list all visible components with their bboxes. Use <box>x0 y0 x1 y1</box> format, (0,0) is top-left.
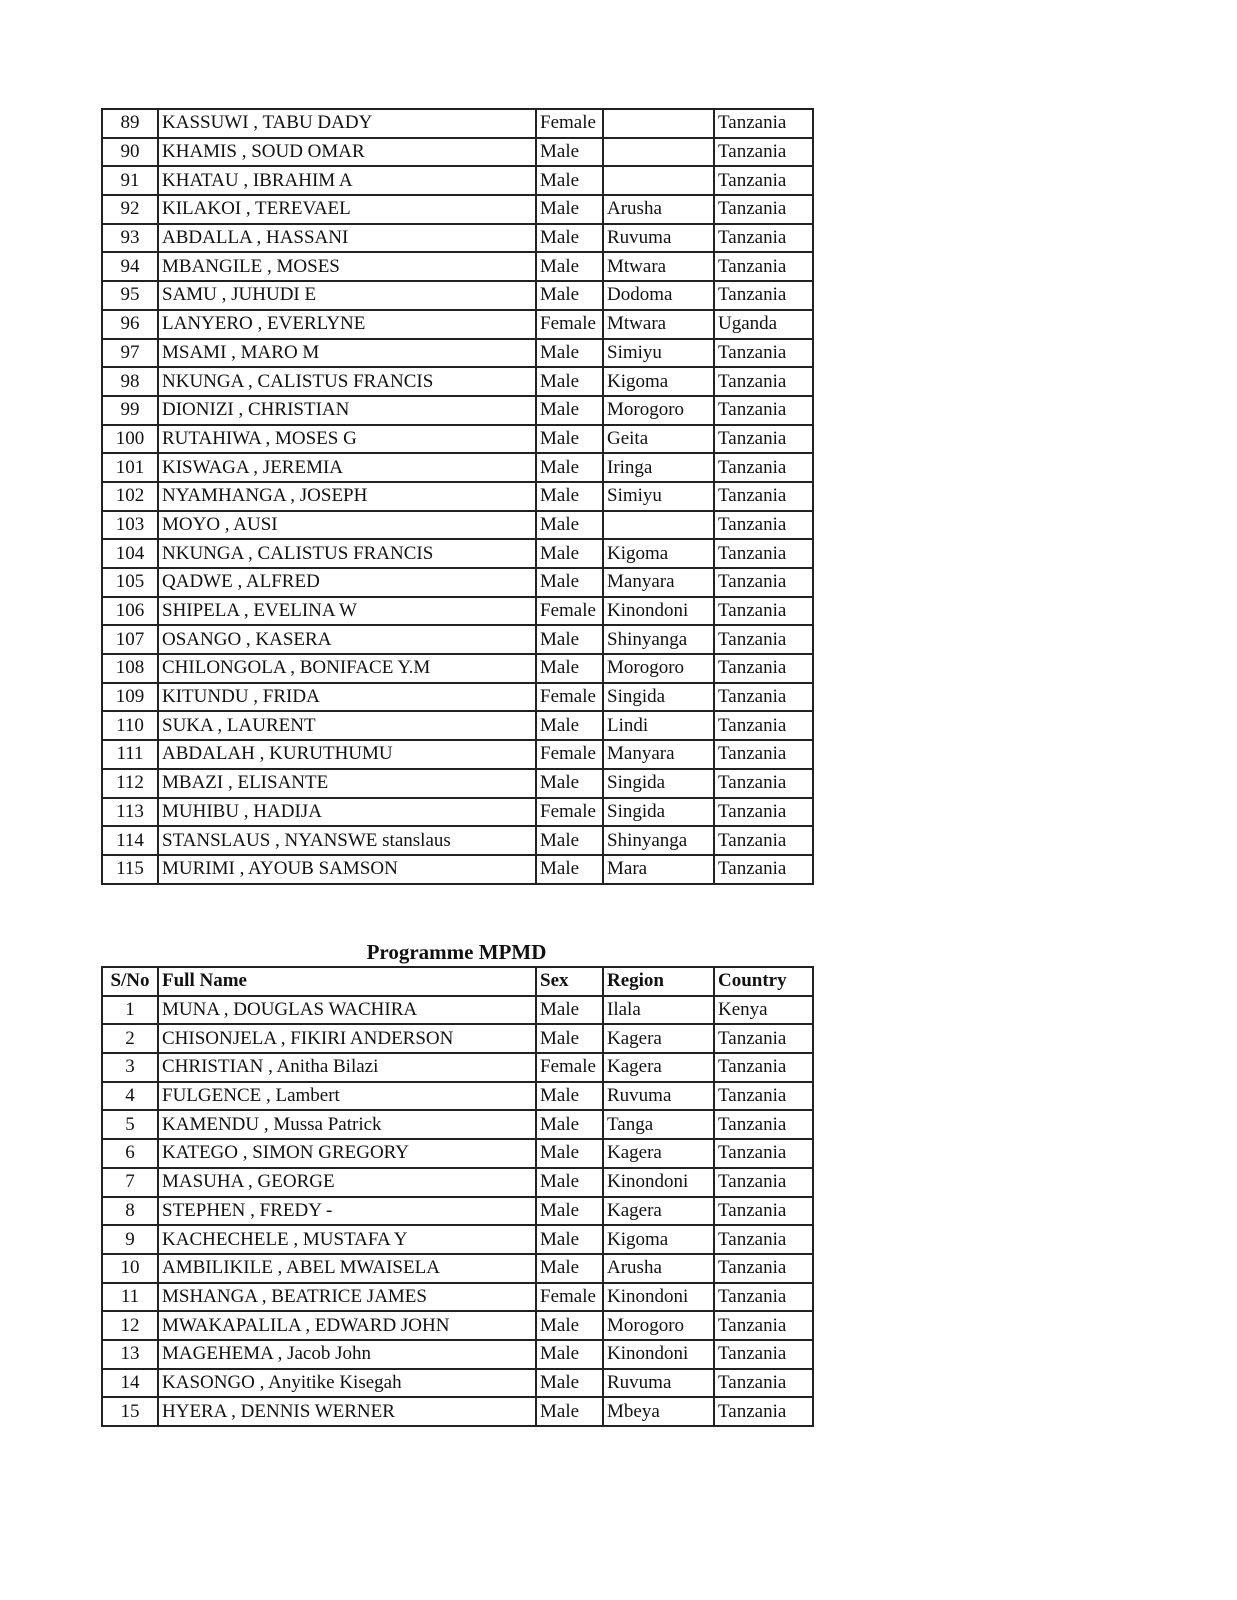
cell-region: Simiyu <box>603 482 714 511</box>
cell-sex: Male <box>536 1369 603 1398</box>
cell-sno: 13 <box>102 1340 158 1369</box>
cell-country: Tanzania <box>714 224 813 253</box>
table-body <box>102 996 813 1426</box>
cell-country: Tanzania <box>714 1082 813 1111</box>
cell-country: Tanzania <box>714 1311 813 1340</box>
cell-full-name: MASUHA , GEORGE <box>158 1168 536 1197</box>
cell-full-name: STEPHEN , FREDY - <box>158 1197 536 1226</box>
table-row <box>102 252 813 281</box>
cell-sex: Male <box>536 396 603 425</box>
cell-region: Arusha <box>603 1254 714 1283</box>
cell-region: Kagera <box>603 1197 714 1226</box>
cell-sno: 8 <box>102 1197 158 1226</box>
cell-sex: Female <box>536 683 603 712</box>
cell-sex: Male <box>536 654 603 683</box>
table-row <box>102 1225 813 1254</box>
cell-country: Tanzania <box>714 166 813 195</box>
cell-region: Kinondoni <box>603 1283 714 1312</box>
cell-country: Tanzania <box>714 1110 813 1139</box>
cell-full-name: CHISONJELA , FIKIRI ANDERSON <box>158 1024 536 1053</box>
cell-sno: 98 <box>102 367 158 396</box>
cell-sex: Female <box>536 310 603 339</box>
cell-region: Mtwara <box>603 252 714 281</box>
cell-sex: Male <box>536 224 603 253</box>
cell-sex: Male <box>536 539 603 568</box>
cell-country: Tanzania <box>714 654 813 683</box>
cell-sex: Female <box>536 740 603 769</box>
cell-country: Tanzania <box>714 855 813 884</box>
cell-region: Lindi <box>603 711 714 740</box>
table-row <box>102 396 813 425</box>
cell-sno: 2 <box>102 1024 158 1053</box>
cell-sno: 11 <box>102 1283 158 1312</box>
cell-region: Arusha <box>603 195 714 224</box>
cell-region: Kinondoni <box>603 597 714 626</box>
table-row <box>102 597 813 626</box>
cell-sno: 9 <box>102 1225 158 1254</box>
cell-sno: 91 <box>102 166 158 195</box>
cell-full-name: KHAMIS , SOUD OMAR <box>158 138 536 167</box>
cell-sno: 113 <box>102 798 158 827</box>
cell-region: Singida <box>603 798 714 827</box>
cell-sex: Male <box>536 568 603 597</box>
cell-country: Tanzania <box>714 597 813 626</box>
cell-sex: Male <box>536 339 603 368</box>
header-region: Region <box>603 967 714 996</box>
cell-sex: Male <box>536 511 603 540</box>
cell-region <box>603 138 714 167</box>
cell-region: Mbeya <box>603 1397 714 1426</box>
cell-country: Tanzania <box>714 1053 813 1082</box>
cell-country: Tanzania <box>714 711 813 740</box>
cell-country: Tanzania <box>714 453 813 482</box>
cell-country: Tanzania <box>714 482 813 511</box>
cell-sno: 104 <box>102 539 158 568</box>
cell-region: Singida <box>603 769 714 798</box>
cell-country: Tanzania <box>714 625 813 654</box>
table-row <box>102 625 813 654</box>
table-row <box>102 367 813 396</box>
cell-region: Tanga <box>603 1110 714 1139</box>
cell-sno: 4 <box>102 1082 158 1111</box>
table-row <box>102 539 813 568</box>
cell-country: Tanzania <box>714 1340 813 1369</box>
cell-sno: 101 <box>102 453 158 482</box>
cell-country: Tanzania <box>714 511 813 540</box>
cell-country: Tanzania <box>714 798 813 827</box>
cell-sex: Male <box>536 1082 603 1111</box>
cell-region: Ruvuma <box>603 1369 714 1398</box>
cell-full-name: AMBILIKILE , ABEL MWAISELA <box>158 1254 536 1283</box>
cell-sno: 96 <box>102 310 158 339</box>
cell-full-name: MAGEHEMA , Jacob John <box>158 1340 536 1369</box>
cell-sno: 92 <box>102 195 158 224</box>
table-row <box>102 1168 813 1197</box>
cell-full-name: MUNA , DOUGLAS WACHIRA <box>158 996 536 1025</box>
cell-region: Kinondoni <box>603 1340 714 1369</box>
cell-region: Kagera <box>603 1053 714 1082</box>
cell-region: Manyara <box>603 740 714 769</box>
cell-country: Uganda <box>714 310 813 339</box>
header-row <box>102 967 813 996</box>
cell-sno: 1 <box>102 996 158 1025</box>
cell-country: Tanzania <box>714 195 813 224</box>
table-row <box>102 1283 813 1312</box>
cell-sex: Male <box>536 453 603 482</box>
cell-sno: 112 <box>102 769 158 798</box>
cell-full-name: KILAKOI , TEREVAEL <box>158 195 536 224</box>
cell-country: Kenya <box>714 996 813 1025</box>
cell-country: Tanzania <box>714 367 813 396</box>
mpmd-participants-table <box>101 966 814 1427</box>
table-row <box>102 1369 813 1398</box>
cell-sex: Male <box>536 1139 603 1168</box>
table-row <box>102 1340 813 1369</box>
cell-country: Tanzania <box>714 539 813 568</box>
cell-sno: 99 <box>102 396 158 425</box>
cell-sex: Male <box>536 166 603 195</box>
cell-sno: 94 <box>102 252 158 281</box>
cell-full-name: MUHIBU , HADIJA <box>158 798 536 827</box>
cell-full-name: NYAMHANGA , JOSEPH <box>158 482 536 511</box>
cell-full-name: KASSUWI , TABU DADY <box>158 109 536 138</box>
cell-region: Iringa <box>603 453 714 482</box>
cell-full-name: MBAZI , ELISANTE <box>158 769 536 798</box>
cell-full-name: OSANGO , KASERA <box>158 625 536 654</box>
cell-sex: Male <box>536 138 603 167</box>
table-row <box>102 310 813 339</box>
cell-country: Tanzania <box>714 1254 813 1283</box>
cell-sex: Male <box>536 425 603 454</box>
cell-sex: Male <box>536 1397 603 1426</box>
cell-country: Tanzania <box>714 1283 813 1312</box>
cell-country: Tanzania <box>714 281 813 310</box>
cell-full-name: MURIMI , AYOUB SAMSON <box>158 855 536 884</box>
table-row <box>102 453 813 482</box>
cell-sno: 108 <box>102 654 158 683</box>
cell-sno: 95 <box>102 281 158 310</box>
cell-country: Tanzania <box>714 339 813 368</box>
cell-sex: Male <box>536 195 603 224</box>
cell-sno: 6 <box>102 1139 158 1168</box>
cell-sex: Male <box>536 769 603 798</box>
cell-sno: 102 <box>102 482 158 511</box>
cell-country: Tanzania <box>714 1168 813 1197</box>
table-row <box>102 1397 813 1426</box>
cell-sno: 97 <box>102 339 158 368</box>
cell-sex: Male <box>536 1311 603 1340</box>
cell-full-name: MBANGILE , MOSES <box>158 252 536 281</box>
table-row <box>102 1082 813 1111</box>
cell-sno: 7 <box>102 1168 158 1197</box>
table-row <box>102 1110 813 1139</box>
table-row <box>102 166 813 195</box>
cell-region <box>603 511 714 540</box>
cell-sno: 103 <box>102 511 158 540</box>
cell-full-name: KITUNDU , FRIDA <box>158 683 536 712</box>
cell-full-name: ABDALLA , HASSANI <box>158 224 536 253</box>
cell-country: Tanzania <box>714 1397 813 1426</box>
cell-region: Mtwara <box>603 310 714 339</box>
table-row <box>102 711 813 740</box>
cell-sex: Female <box>536 1053 603 1082</box>
cell-full-name: MSAMI , MARO M <box>158 339 536 368</box>
cell-region: Kinondoni <box>603 1168 714 1197</box>
cell-full-name: RUTAHIWA , MOSES G <box>158 425 536 454</box>
cell-full-name: KASONGO , Anyitike Kisegah <box>158 1369 536 1398</box>
cell-country: Tanzania <box>714 252 813 281</box>
cell-region: Ruvuma <box>603 224 714 253</box>
cell-country: Tanzania <box>714 109 813 138</box>
table-row <box>102 109 813 138</box>
cell-full-name: ABDALAH , KURUTHUMU <box>158 740 536 769</box>
table-row <box>102 281 813 310</box>
cell-full-name: NKUNGA , CALISTUS FRANCIS <box>158 367 536 396</box>
cell-sno: 90 <box>102 138 158 167</box>
table-row <box>102 1024 813 1053</box>
cell-region: Kigoma <box>603 539 714 568</box>
cell-region: Manyara <box>603 568 714 597</box>
cell-region: Dodoma <box>603 281 714 310</box>
cell-sex: Male <box>536 711 603 740</box>
cell-sex: Male <box>536 367 603 396</box>
cell-sex: Male <box>536 1340 603 1369</box>
cell-sno: 105 <box>102 568 158 597</box>
cell-country: Tanzania <box>714 826 813 855</box>
cell-country: Tanzania <box>714 1139 813 1168</box>
header-full-name: Full Name <box>158 967 536 996</box>
cell-sno: 107 <box>102 625 158 654</box>
header-country: Country <box>714 967 813 996</box>
cell-sno: 115 <box>102 855 158 884</box>
cell-full-name: KATEGO , SIMON GREGORY <box>158 1139 536 1168</box>
cell-sex: Male <box>536 1254 603 1283</box>
cell-sno: 100 <box>102 425 158 454</box>
cell-country: Tanzania <box>714 1197 813 1226</box>
cell-region: Kigoma <box>603 1225 714 1254</box>
cell-region <box>603 109 714 138</box>
cell-full-name: LANYERO , EVERLYNE <box>158 310 536 339</box>
table-row <box>102 1139 813 1168</box>
table-row <box>102 1197 813 1226</box>
table-row <box>102 683 813 712</box>
cell-country: Tanzania <box>714 740 813 769</box>
table-row <box>102 1311 813 1340</box>
cell-sno: 89 <box>102 109 158 138</box>
cell-sno: 3 <box>102 1053 158 1082</box>
table-row <box>102 769 813 798</box>
table-row <box>102 224 813 253</box>
cell-full-name: QADWE , ALFRED <box>158 568 536 597</box>
cell-full-name: KHATAU , IBRAHIM A <box>158 166 536 195</box>
cell-sex: Male <box>536 1225 603 1254</box>
cell-sex: Male <box>536 826 603 855</box>
cell-country: Tanzania <box>714 568 813 597</box>
table-row <box>102 138 813 167</box>
table-row <box>102 568 813 597</box>
cell-sno: 10 <box>102 1254 158 1283</box>
cell-full-name: MWAKAPALILA , EDWARD JOHN <box>158 1311 536 1340</box>
cell-sex: Male <box>536 281 603 310</box>
cell-full-name: CHILONGOLA , BONIFACE Y.M <box>158 654 536 683</box>
cell-region: Morogoro <box>603 654 714 683</box>
cell-country: Tanzania <box>714 1369 813 1398</box>
cell-full-name: DIONIZI , CHRISTIAN <box>158 396 536 425</box>
cell-full-name: KACHECHELE , MUSTAFA Y <box>158 1225 536 1254</box>
cell-full-name: KAMENDU , Mussa Patrick <box>158 1110 536 1139</box>
cell-sex: Female <box>536 109 603 138</box>
table-row <box>102 996 813 1025</box>
cell-region: Shinyanga <box>603 826 714 855</box>
table-row <box>102 740 813 769</box>
cell-region <box>603 166 714 195</box>
cell-full-name: CHRISTIAN , Anitha Bilazi <box>158 1053 536 1082</box>
cell-sex: Male <box>536 482 603 511</box>
cell-sno: 106 <box>102 597 158 626</box>
table-row <box>102 482 813 511</box>
table-row <box>102 1053 813 1082</box>
section-title: Programme MPMD <box>366 940 547 964</box>
cell-sex: Male <box>536 855 603 884</box>
cell-sex: Female <box>536 798 603 827</box>
cell-country: Tanzania <box>714 1225 813 1254</box>
cell-sno: 110 <box>102 711 158 740</box>
cell-country: Tanzania <box>714 425 813 454</box>
cell-sno: 114 <box>102 826 158 855</box>
table-body <box>102 109 813 884</box>
cell-full-name: MOYO , AUSI <box>158 511 536 540</box>
cell-full-name: SUKA , LAURENT <box>158 711 536 740</box>
cell-sno: 5 <box>102 1110 158 1139</box>
cell-region: Ruvuma <box>603 1082 714 1111</box>
cell-sex: Female <box>536 597 603 626</box>
cell-full-name: KISWAGA , JEREMIA <box>158 453 536 482</box>
cell-sno: 111 <box>102 740 158 769</box>
cell-sex: Male <box>536 1197 603 1226</box>
table-header <box>102 967 813 996</box>
cell-region: Geita <box>603 425 714 454</box>
cell-region: Kagera <box>603 1139 714 1168</box>
cell-region: Morogoro <box>603 1311 714 1340</box>
table-row <box>102 339 813 368</box>
cell-full-name: SHIPELA , EVELINA W <box>158 597 536 626</box>
cell-full-name: STANSLAUS , NYANSWE stanslaus <box>158 826 536 855</box>
cell-country: Tanzania <box>714 769 813 798</box>
cell-country: Tanzania <box>714 138 813 167</box>
cell-full-name: FULGENCE , Lambert <box>158 1082 536 1111</box>
cell-sex: Female <box>536 1283 603 1312</box>
table-row <box>102 826 813 855</box>
cell-full-name: SAMU , JUHUDI E <box>158 281 536 310</box>
header-sex: Sex <box>536 967 603 996</box>
cell-country: Tanzania <box>714 683 813 712</box>
cell-region: Shinyanga <box>603 625 714 654</box>
cell-region: Ilala <box>603 996 714 1025</box>
cell-sno: 15 <box>102 1397 158 1426</box>
cell-sno: 109 <box>102 683 158 712</box>
cell-region: Kagera <box>603 1024 714 1053</box>
cell-region: Singida <box>603 683 714 712</box>
cell-region: Kigoma <box>603 367 714 396</box>
table-row <box>102 798 813 827</box>
cell-region: Mara <box>603 855 714 884</box>
cell-full-name: HYERA , DENNIS WERNER <box>158 1397 536 1426</box>
cell-sno: 14 <box>102 1369 158 1398</box>
cell-sex: Male <box>536 252 603 281</box>
participants-table-continued <box>101 108 814 885</box>
header-sno: S/No <box>102 967 158 996</box>
cell-sex: Male <box>536 625 603 654</box>
cell-country: Tanzania <box>714 1024 813 1053</box>
cell-sex: Male <box>536 1024 603 1053</box>
cell-full-name: NKUNGA , CALISTUS FRANCIS <box>158 539 536 568</box>
cell-country: Tanzania <box>714 396 813 425</box>
cell-full-name: MSHANGA , BEATRICE JAMES <box>158 1283 536 1312</box>
cell-sex: Male <box>536 1110 603 1139</box>
table-row <box>102 855 813 884</box>
table-row <box>102 425 813 454</box>
cell-sex: Male <box>536 1168 603 1197</box>
cell-sno: 12 <box>102 1311 158 1340</box>
cell-sex: Male <box>536 996 603 1025</box>
cell-sno: 93 <box>102 224 158 253</box>
table-row <box>102 511 813 540</box>
table-row <box>102 1254 813 1283</box>
cell-region: Simiyu <box>603 339 714 368</box>
table-row <box>102 195 813 224</box>
cell-region: Morogoro <box>603 396 714 425</box>
table-row <box>102 654 813 683</box>
